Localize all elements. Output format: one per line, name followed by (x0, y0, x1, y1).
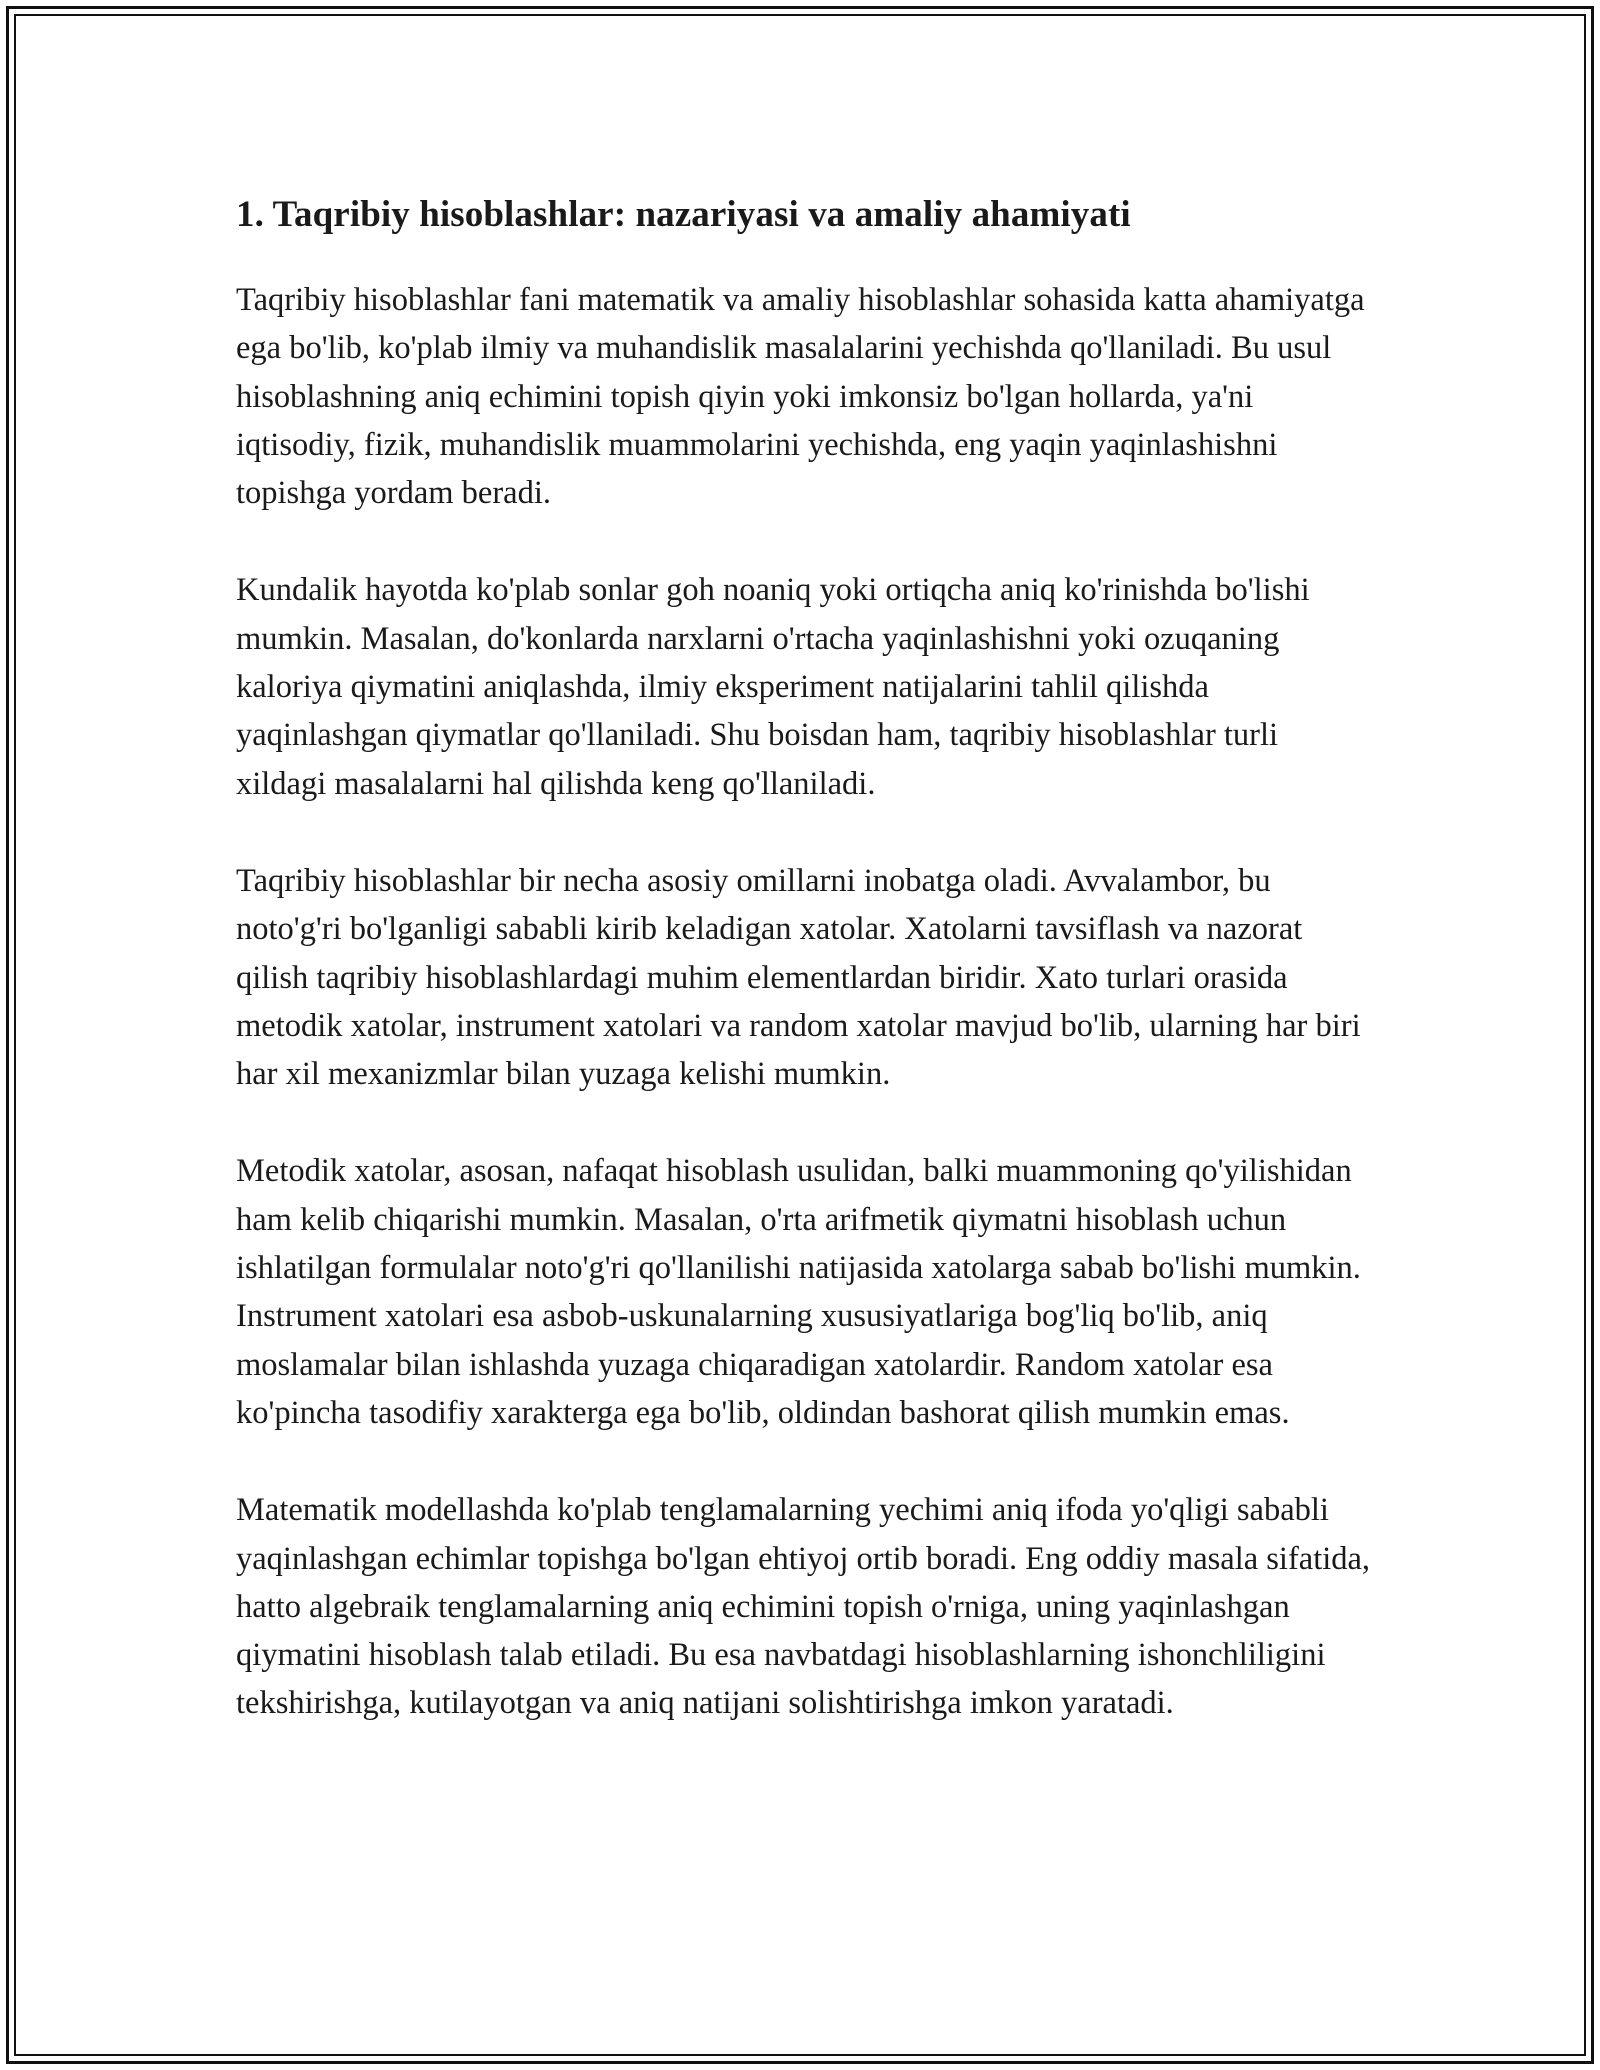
paragraph-1: Taqribiy hisoblashlar fani matematik va amaliy hisoblashlar sohasida katta ahamiyatga ega bo'lib, ko'plab ilmiy va muhandislik masalalarini yechishda qo'llaniladi. Bu usul hisoblashning aniq echimini topish qiyin yoki imkonsiz bo'lgan hollarda, ya'ni iqtisodiy, fizik, muhandislik muammolarini yechishda, eng yaqin yaqinlashishni topishga yordam beradi. (236, 282, 1365, 512)
document-body (236, 186, 1376, 1777)
paragraph-4: Metodik xatolar, asosan, nafaqat hisoblash usulidan, balki muammoning qo'yilishidan ham kelib chiqarishi mumkin. Masalan, o'rta arifmetik qiymatni hisoblash uchun ishlatilgan formulalar noto'g'ri qo'llanilishi natijasida xatolarga sabab bo'lishi mumkin. Instrument xatolari esa asbob-uskunalarning xususiyatlariga bog'liq bo'lib, aniq moslamalar bilan ishlashda yuzaga chiqaradigan xatolardir. Random xatolar esa ko'pincha tasodifiy xarakterga ega bo'lib, oldindan bashorat qilish mumkin emas. (236, 1153, 1361, 1431)
section-heading: 1. Taqribiy hisoblashlar: nazariyasi va amaliy ahamiyati (236, 194, 1131, 235)
paragraph-5: Matematik modellashda ko'plab tenglamalarning yechimi aniq ifoda yo'qligi sababli yaqinlashgan echimlar topishga bo'lgan ehtiyoj ortib boradi. Eng oddiy masala sifatida, hatto algebraik tenglamalarning aniq echimini topish o'rniga, uning yaqinlashgan qiymatini hisoblash talab etiladi. Bu esa navbatdagi hisoblashlarning ishonchliligini tekshirishga, kutilayotgan va aniq natijani solishtirishga imkon yaratadi. (236, 1492, 1371, 1722)
paragraph-3: Taqribiy hisoblashlar bir necha asosiy omillarni inobatga oladi. Avvalambor, bu noto'g'ri bo'lganligi sababli kirib keladigan xatolar. Xatolarni tavsiflash va nazorat qilish taqribiy hisoblashlardagi muhim elementlardan biridir. Xato turlari orasida metodik xatolar, instrument xatolari va random xatolar mavjud bo'lib, ularning har biri har xil mexanizmlar bilan yuzaga kelishi mumkin. (236, 862, 1361, 1093)
paragraph-2: Kundalik hayotda ko'plab sonlar goh noaniq yoki ortiqcha aniq ko'rinishda bo'lishi mumkin. Masalan, do'konlarda narxlarni o'rtacha yaqinlashishni yoki ozuqaning kaloriya qiymatini aniqlashda, ilmiy eksperiment natijalarini tahlil qilishda yaqinlashgan qiymatlar qo'llaniladi. Shu boisdan ham, taqribiy hisoblashlar turli xildagi masalalarni hal qilishda keng qo'llaniladi. (236, 572, 1310, 802)
